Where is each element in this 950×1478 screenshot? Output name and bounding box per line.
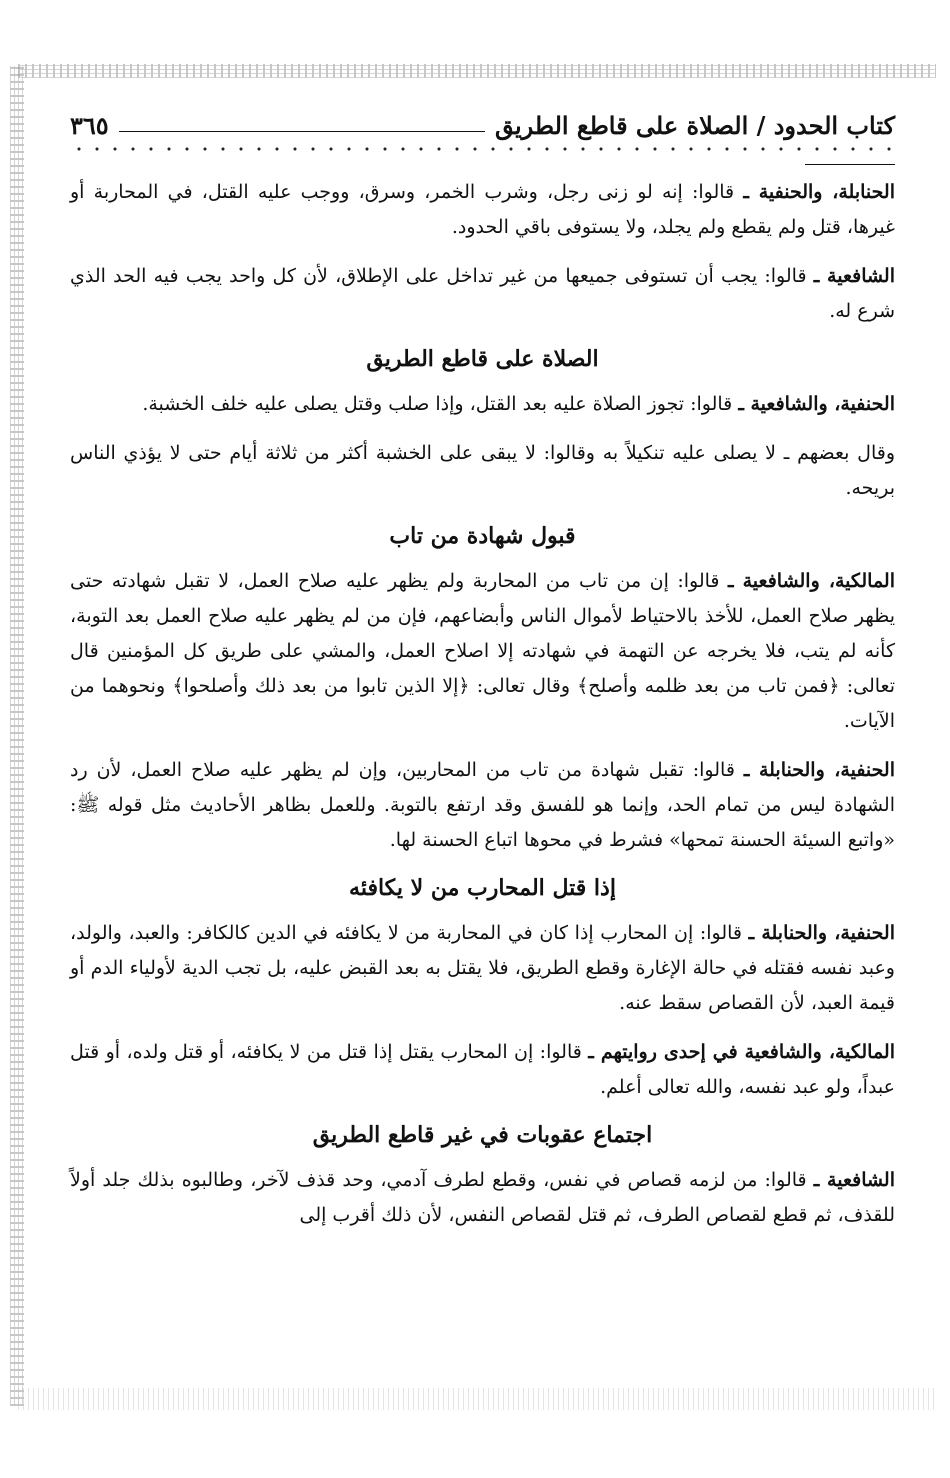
paragraph-lead: الحنابلة، والحنفية ـ bbox=[743, 181, 895, 203]
paragraph-lead: الحنفية، والحنابلة ـ bbox=[743, 759, 895, 781]
book-page bbox=[70, 100, 895, 1380]
header-rule bbox=[119, 131, 485, 132]
paragraph-text: قالوا: من لزمه قصاص في نفس، وقطع لطرف آدمي، وحد قذف لآخر، وطالبوه بذلك جلد أولاً للقذف، ثم قطع لقصاص الطرف، ثم قتل لقصاص النفس، لأن ذلك أقرب إلى bbox=[70, 1169, 895, 1226]
paragraph bbox=[70, 753, 895, 858]
paragraph-lead: الشافعية ـ bbox=[813, 265, 895, 287]
page-number: ٣٦٥ bbox=[70, 111, 109, 140]
paragraph-text: قالوا: إن المحارب يقتل إذا قتل من لا يكافئه، أو قتل ولده، أو قتل عبداً، ولو عبد نفسه، والله تعالى أعلم. bbox=[70, 1041, 895, 1098]
page-body bbox=[70, 175, 895, 1233]
paragraph-lead: الشافعية ـ bbox=[813, 1169, 895, 1191]
paragraph bbox=[70, 436, 895, 506]
section-rule bbox=[805, 164, 895, 165]
paragraph-text: قالوا: يجب أن تستوفى جميعها من غير تداخل على الإطلاق، لأن كل واحد يجب فيه الحد الذي شرع له. bbox=[70, 265, 895, 322]
paragraph-text: قالوا: تقبل شهادة من تاب من المحاربين، وإن لم يظهر عليه صلاح العمل، لأن رد الشهادة ليس من تمام الحد، وإنما هو للفسق وقد ارتفع بالتوبة. وللعمل بظاهر الأحاديث مثل قوله ﷺ: «واتبع السيئة الحسنة تمحها» فشرط في محوها اتباع الحسنة لها. bbox=[70, 759, 895, 851]
paragraph bbox=[70, 1035, 895, 1105]
paragraph bbox=[70, 387, 895, 422]
decorative-border-left bbox=[10, 66, 24, 1406]
paragraph-text: وقال بعضهم ـ لا يصلى عليه تنكيلاً به وقالوا: لا يبقى على الخشبة أكثر من ثلاثة أيام حتى لا يؤذي الناس بريحه. bbox=[70, 442, 895, 499]
section-heading: الصلاة على قاطع الطريق bbox=[366, 346, 599, 372]
section-heading: قبول شهادة من تاب bbox=[389, 523, 576, 549]
dotted-separator bbox=[70, 144, 895, 154]
paragraph-lead: الحنفية، والشافعية ـ bbox=[738, 393, 895, 415]
paragraph bbox=[70, 259, 895, 329]
paragraph-lead: المالكية، والشافعية في إحدى روايتهم ـ bbox=[588, 1041, 895, 1063]
paragraph bbox=[70, 175, 895, 245]
running-header bbox=[70, 100, 895, 140]
paragraph bbox=[70, 916, 895, 1021]
paragraph-text: قالوا: تجوز الصلاة عليه بعد القتل، وإذا صلب وقتل يصلى عليه خلف الخشبة. bbox=[142, 393, 739, 415]
decorative-border-top bbox=[18, 64, 936, 78]
running-title: كتاب الحدود / الصلاة على قاطع الطريق bbox=[494, 111, 895, 140]
paragraph-text: قالوا: إن من تاب من المحاربة ولم يظهر عليه صلاح العمل، لا تقبل شهادته حتى يظهر صلاح العمل، للأخذ بالاحتياط لأموال الناس وأبضاعهم، فإن من لم يظهر عليه صلاح العمل بعد التوبة، كأنه لم يتب، فلا يخرجه عن التهمة في شهادته إلا اصلاح العمل، والمشي على طريق كل المؤمنين قال تعالى: ﴿فمن تاب من بعد ظلمه وأصلح﴾ وقال تعالى: ﴿إلا الذين تابوا من بعد ذلك وأصلحوا﴾ ونحوهما من الآيات. bbox=[70, 570, 895, 732]
paragraph bbox=[70, 564, 895, 739]
paragraph-text: قالوا: إنه لو زنى رجل، وشرب الخمر، وسرق، ووجب عليه القتل، في المحاربة أو غيرها، قتل ولم يقطع ولم يجلد، ولا يستوفى باقي الحدود. bbox=[70, 181, 895, 238]
paragraph-text: قالوا: إن المحارب إذا كان في المحاربة من لا يكافئه في الدين كالكافر: والعبد، والولد، وعبد نفسه فقتله في حالة الإغارة وقطع الطريق، فلا يقتل به بعد القبض عليه، بل تجب الدية لأولياء الدم أو قيمة العبد، لأن القصاص سقط عنه. bbox=[70, 922, 895, 1014]
section-heading: إذا قتل المحارب من لا يكافئه bbox=[349, 875, 616, 901]
paragraph bbox=[70, 1163, 895, 1233]
section-heading: اجتماع عقوبات في غير قاطع الطريق bbox=[312, 1122, 653, 1148]
paragraph-lead: الحنفية، والحنابلة ـ bbox=[748, 922, 895, 944]
decorative-border-bottom bbox=[18, 1388, 936, 1410]
paragraph-lead: المالكية، والشافعية ـ bbox=[727, 570, 895, 592]
